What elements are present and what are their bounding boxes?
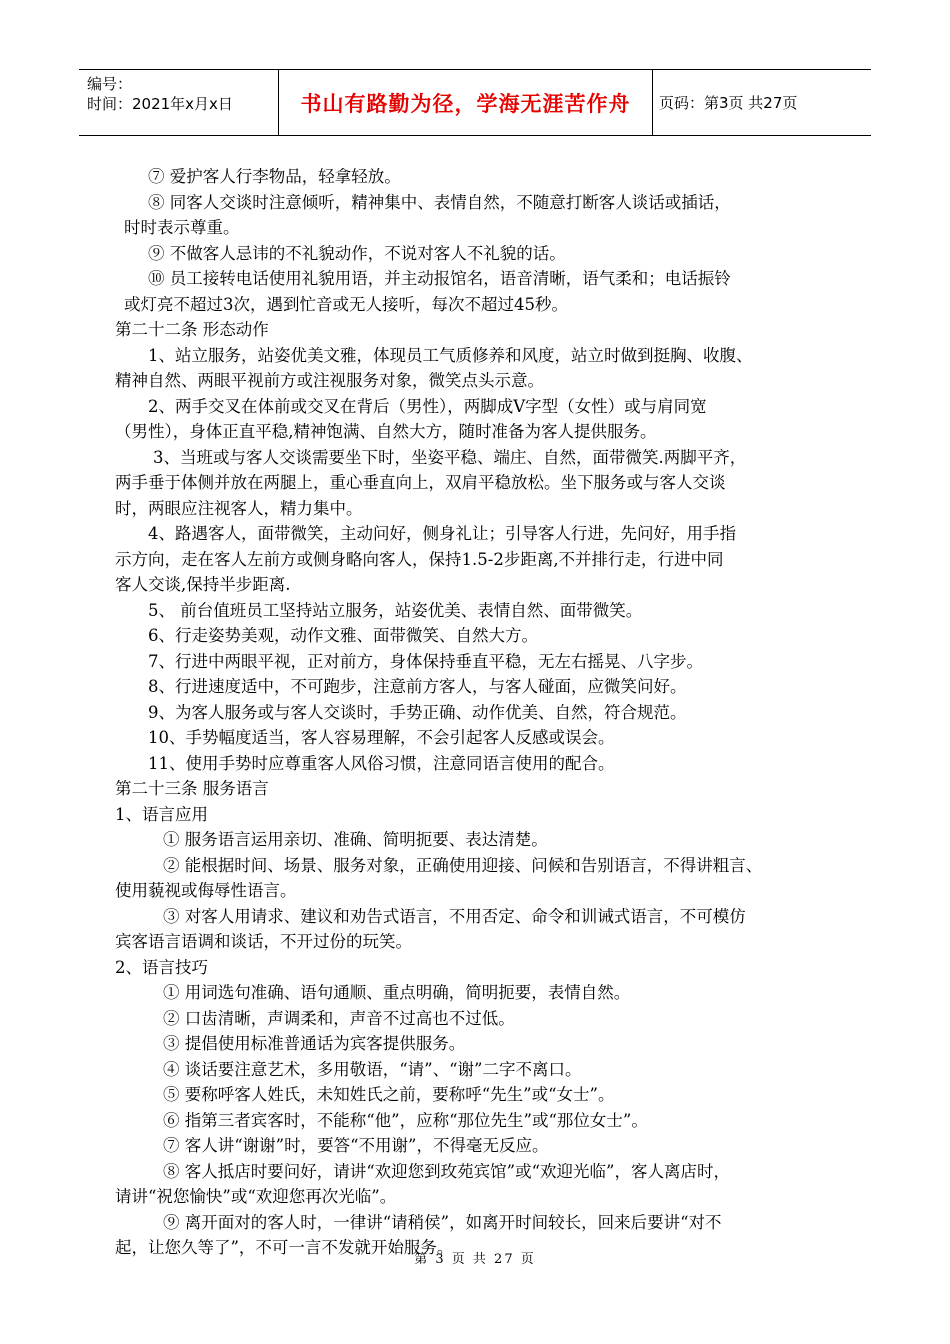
text-line: 11、使用手势时应尊重客人风俗习惯，注意同语言使用的配合。 (148, 753, 615, 773)
section-heading: 第二十二条 形态动作 (115, 320, 269, 339)
page-header (79, 69, 871, 136)
document-time-label: 时间：2021年x月x日 (87, 95, 233, 113)
text-line: 客人交谈,保持半步距离. (115, 575, 291, 594)
text-line: ⑧ 同客人交谈时注意倾听，精神集中、表情自然，不随意打断客人谈话或插话， (148, 192, 731, 212)
text-line: 起，让您久等了”，不可一言不发就开始服务。 (115, 1238, 454, 1257)
text-line: 时，两眼应注视客人，精力集中。 (115, 498, 363, 518)
text-line: ⑨ 离开面对的客人时，一律讲“请稍侯”，如离开时间较长，回来后要讲“对不 (163, 1212, 722, 1232)
document-body (115, 164, 855, 1261)
header-meta (79, 70, 279, 135)
text-line: 10、手势幅度适当，客人容易理解，不会引起客人反感或误会。 (148, 728, 615, 747)
text-line: ③ 对客人用请求、建议和劝告式语言，不用否定、命令和训诫式语言，不可模仿 (163, 906, 746, 926)
page-footer: 第 3 页 共 27 页 (414, 1252, 536, 1267)
text-line: 时时表示尊重。 (124, 218, 240, 237)
text-line: 5、 前台值班员工坚持站立服务，站姿优美、表情自然、面带微笑。 (148, 600, 643, 620)
subsection-heading: 2、语言技巧 (115, 957, 208, 977)
text-line: 示方向，走在客人左前方或侧身略向客人，保持1.5-2步距离,不并排行走，行进中同 (115, 549, 724, 569)
document-number-label: 编号： (87, 75, 133, 93)
text-line: 两手垂于体侧并放在两腿上，重心垂直向上，双肩平稳放松。坐下服务或与客人交谈 (115, 473, 726, 492)
text-line: 使用藐视或侮辱性语言。 (115, 881, 297, 900)
text-line: ⑨ 不做客人忌讳的不礼貌动作，不说对客人不礼貌的话。 (148, 243, 566, 263)
header-page-info: 页码：第3页 共27页 (659, 94, 798, 112)
text-line: ④ 谈话要注意艺术，多用敬语，“请”、“谢”二字不离口。 (163, 1059, 582, 1079)
text-line: 9、为客人服务或与客人交谈时，手势正确、动作优美、自然，符合规范。 (148, 702, 687, 722)
text-line: 请讲“祝您愉快”或“欢迎您再次光临”。 (115, 1187, 397, 1206)
text-line: ⑩ 员工接转电话使用礼貌用语，并主动报馆名，语音清晰，语气柔和；电话振铃 (148, 269, 731, 288)
text-line: 1、站立服务，站姿优美文雅，体现员工气质修养和风度，站立时做到挺胸、收腹、 (148, 345, 753, 365)
text-line: 或灯亮不超过3次，遇到忙音或无人接听，每次不超过45秒。 (124, 294, 568, 314)
text-line: ② 口齿清晰，声调柔和，声音不过高也不过低。 (163, 1008, 515, 1028)
text-line: （男性），身体正直平稳,精神饱满、自然大方，随时准备为客人提供服务。 (115, 422, 657, 441)
text-line: 宾客语言语调和谈话，不开过份的玩笑。 (115, 932, 412, 951)
text-line: ① 用词选句准确、语句通顺、重点明确，简明扼要，表情自然。 (163, 983, 631, 1002)
header-motto: 书山有路勤为径，学海无涯苦作舟 (279, 70, 653, 135)
text-line: ⑧ 客人抵店时要问好，请讲“欢迎您到玫苑宾馆”或“欢迎光临”，客人离店时， (163, 1161, 730, 1181)
text-line: ⑦ 爱护客人行李物品，轻拿轻放。 (148, 167, 401, 186)
text-line: 4、路遇客人，面带微笑，主动问好，侧身礼让；引导客人行进，先问好，用手指 (148, 524, 736, 543)
text-line: ⑦ 客人讲“谢谢”时，要答“不用谢”，不得毫无反应。 (163, 1136, 549, 1155)
text-line: 2、两手交叉在体前或交叉在背后（男性），两脚成V字型（女性）或与肩同宽 (148, 396, 707, 416)
text-line: 精神自然、两眼平视前方或注视服务对象，微笑点头示意。 (115, 371, 544, 390)
text-line: 6、行走姿势美观，动作文雅、面带微笑、自然大方。 (148, 626, 538, 645)
text-line: 3、当班或与客人交谈需要坐下时，坐姿平稳、端庄、自然，面带微笑.两脚平齐， (153, 447, 747, 467)
text-line: ⑤ 要称呼客人姓氏，未知姓氏之前，要称呼“先生”或“女士”。 (163, 1085, 615, 1104)
text-line: ⑥ 指第三者宾客时，不能称“他”，应称“那位先生”或“那位女士”。 (163, 1110, 648, 1130)
text-line: ② 能根据时间、场景、服务对象，正确使用迎接、问候和告别语言，不得讲粗言、 (163, 855, 763, 875)
text-line: 8、行进速度适中，不可跑步，注意前方客人，与客人碰面，应微笑问好。 (148, 677, 687, 696)
subsection-heading: 1、语言应用 (115, 804, 208, 824)
section-heading: 第二十三条 服务语言 (115, 779, 269, 798)
text-line: ① 服务语言运用亲切、准确、简明扼要、表达清楚。 (163, 830, 548, 849)
text-line: 7、行进中两眼平视，正对前方，身体保持垂直平稳，无左右摇晃、八字步。 (148, 651, 703, 671)
text-line: ③ 提倡使用标准普通话为宾客提供服务。 (163, 1034, 466, 1053)
